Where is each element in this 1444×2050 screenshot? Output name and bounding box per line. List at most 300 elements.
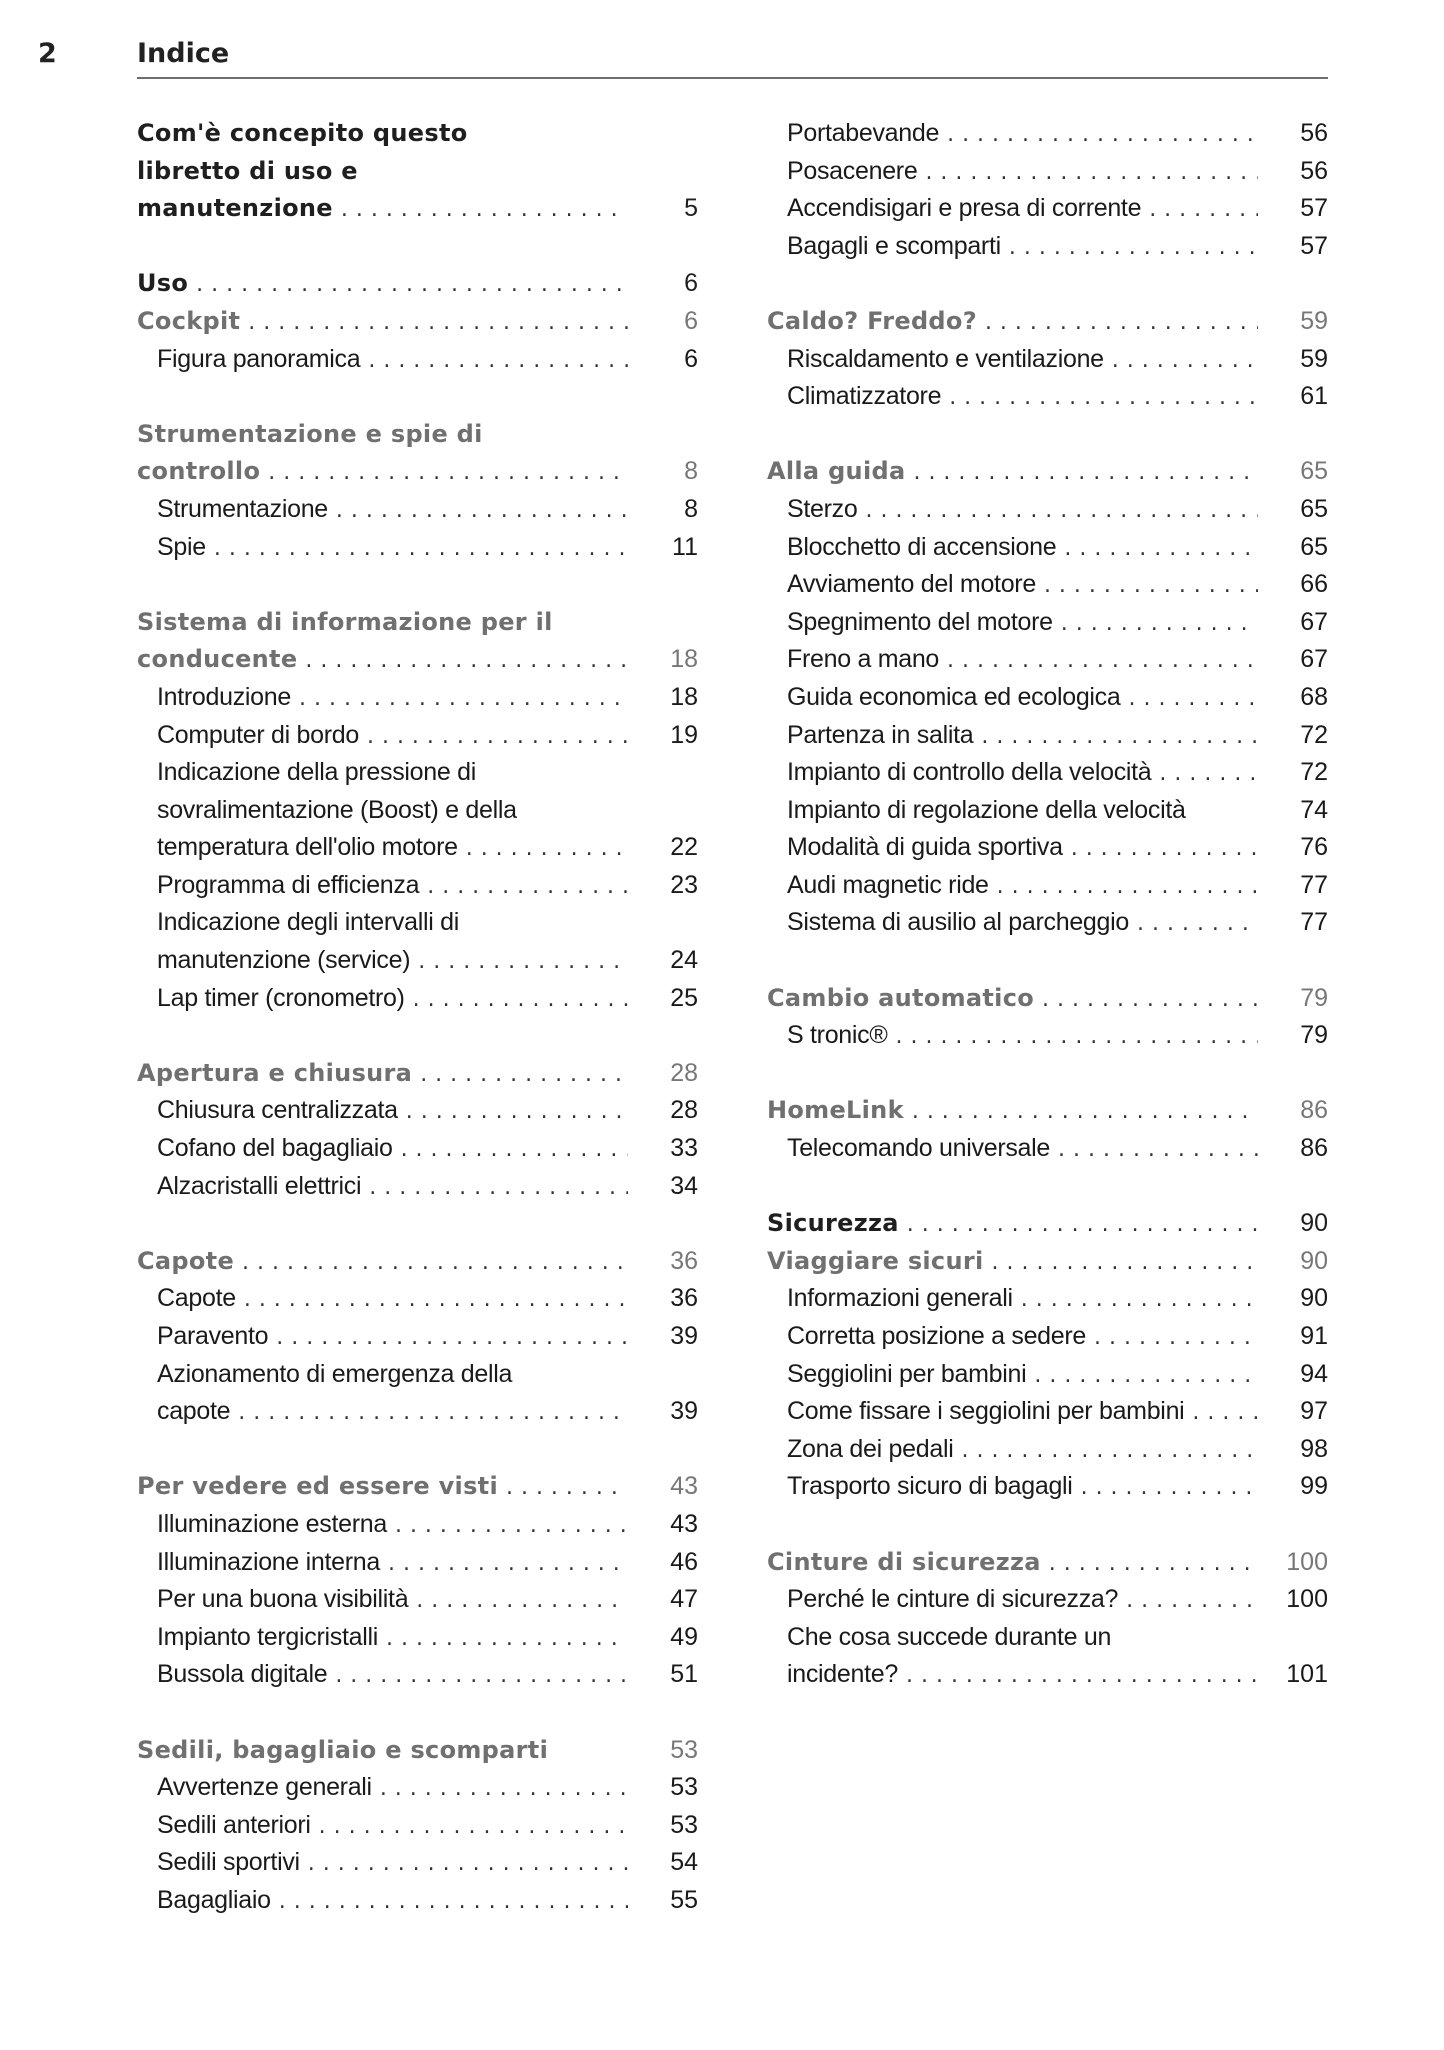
toc-entry-label: Posacenere	[787, 156, 918, 185]
toc-entry-label: Capote	[157, 1284, 236, 1313]
toc-dot-leader	[401, 1131, 628, 1169]
toc-dot-leader	[244, 1281, 628, 1319]
toc-entry[interactable]	[137, 1656, 698, 1694]
toc-page-number: 23	[670, 870, 698, 899]
toc-entry[interactable]	[767, 867, 1328, 905]
toc-entry-label: Sedili sportivi	[157, 1848, 300, 1877]
toc-dot-leader	[907, 1206, 1258, 1244]
toc-entry-label: Sedili anteriori	[157, 1810, 311, 1839]
toc-entry[interactable]	[767, 1431, 1328, 1469]
toc-dot-leader	[913, 454, 1258, 492]
toc-page-number: 49	[670, 1622, 698, 1651]
toc-entry-label: Strumentazione	[157, 494, 328, 523]
toc-entry[interactable]	[137, 1882, 698, 1920]
toc-dot-leader	[214, 530, 628, 568]
toc-spacer	[137, 1205, 698, 1243]
toc-entry-label: Figura panoramica	[157, 344, 361, 373]
toc-page-number: 56	[1300, 119, 1328, 147]
toc-entry-label: Perché le cinture di sicurezza?	[787, 1585, 1119, 1614]
toc-dot-leader	[420, 1056, 628, 1094]
toc-dot-leader	[961, 1432, 1258, 1470]
toc-dot-leader	[380, 1770, 628, 1808]
toc-spacer	[137, 228, 698, 266]
toc-page-number: 54	[670, 1848, 698, 1877]
toc-page-number: 90	[1300, 1284, 1328, 1313]
toc-dot-leader	[427, 868, 628, 906]
toc-page-number: 79	[1300, 1021, 1328, 1050]
toc-entry-label: Bussola digitale	[157, 1660, 328, 1689]
toc-entry-label: Climatizzatore	[787, 382, 942, 411]
toc-dot-leader	[466, 830, 628, 868]
toc-dot-leader	[308, 1845, 628, 1883]
toc-entry[interactable]	[137, 1393, 698, 1431]
toc-page-number: 86	[1300, 1134, 1328, 1163]
toc-entry-label: Illuminazione interna	[157, 1547, 380, 1576]
toc-entry[interactable]	[137, 1092, 698, 1130]
toc-dot-leader	[1126, 1582, 1258, 1620]
toc-page-number: 6	[684, 306, 698, 335]
toc-page-number: 90	[1300, 1209, 1328, 1238]
toc-spacer	[767, 1168, 1328, 1206]
toc-section-heading	[137, 153, 698, 191]
toc-spacer	[137, 1431, 698, 1469]
toc-entry[interactable]	[767, 341, 1328, 379]
toc-entry-label: Computer di bordo	[157, 720, 359, 749]
toc-dot-leader	[985, 304, 1258, 342]
toc-entry-label: Blocchetto di accensione	[787, 532, 1057, 561]
toc-section-heading[interactable]	[767, 303, 1328, 341]
toc-entry-label: incidente?	[787, 1660, 898, 1689]
toc-spacer	[137, 378, 698, 416]
toc-entry-label: Sistema di ausilio al parcheggio	[787, 908, 1129, 937]
toc-entry-label: Illuminazione esterna	[157, 1509, 387, 1538]
toc-entry	[137, 1356, 698, 1394]
toc-entry-label: Partenza in salita	[787, 720, 974, 749]
toc-page-number: 72	[1300, 720, 1328, 749]
toc-page-number: 76	[1300, 833, 1328, 862]
toc-dot-leader	[997, 868, 1258, 906]
toc-entry[interactable]	[767, 717, 1328, 755]
toc-entry[interactable]	[137, 867, 698, 905]
toc-entry	[767, 1619, 1328, 1657]
toc-section-heading	[137, 416, 698, 454]
toc-entry-label: Trasporto sicuro di bagagli	[787, 1472, 1073, 1501]
toc-entry-label: Viaggiare sicuri	[767, 1246, 984, 1275]
toc-dot-leader	[406, 1093, 628, 1131]
toc-page-number: 6	[684, 344, 698, 373]
toc-entry[interactable]	[767, 1393, 1328, 1431]
toc-section-heading[interactable]	[137, 1243, 698, 1281]
toc-entry[interactable]	[137, 829, 698, 867]
toc-page-number: 28	[670, 1096, 698, 1125]
toc-page-number: 55	[670, 1885, 698, 1914]
toc-entry-label: Caldo? Freddo?	[767, 306, 977, 335]
toc-entry[interactable]	[137, 1168, 698, 1206]
toc-entry-label: Azionamento di emergenza della	[157, 1359, 513, 1388]
toc-entry-label: Riscaldamento e ventilazione	[787, 344, 1104, 373]
toc-entry[interactable]	[767, 1656, 1328, 1694]
toc-entry-label: conducente	[137, 645, 298, 674]
toc-entry[interactable]	[767, 529, 1328, 567]
toc-page-number: 5	[684, 194, 698, 223]
toc-section-heading[interactable]	[767, 980, 1328, 1018]
toc-entry[interactable]	[767, 228, 1328, 266]
toc-dot-leader	[1042, 981, 1258, 1019]
toc-page-number: 67	[1300, 607, 1328, 636]
toc-entry[interactable]	[767, 566, 1328, 604]
toc-dot-leader	[336, 492, 628, 530]
toc-dot-leader	[388, 1545, 628, 1583]
header-rule	[137, 77, 1328, 79]
toc-left-column	[137, 115, 698, 1920]
toc-page-number: 97	[1300, 1397, 1328, 1426]
toc-entry[interactable]	[137, 529, 698, 567]
toc-page-number: 8	[684, 494, 698, 523]
toc-page-number: 99	[1300, 1472, 1328, 1501]
toc-entry-label: Audi magnetic ride	[787, 870, 989, 899]
toc-entry[interactable]	[137, 942, 698, 980]
toc-entry[interactable]	[767, 679, 1328, 717]
toc-entry-label: Alla guida	[767, 457, 906, 486]
toc-dot-leader	[947, 642, 1258, 680]
toc-entry-label: Bagagli e scomparti	[787, 231, 1001, 260]
toc-dot-leader	[1058, 1131, 1258, 1169]
toc-entry-label: manutenzione (service)	[157, 946, 411, 975]
toc-entry-label: S tronic®	[787, 1021, 888, 1050]
toc-section-heading[interactable]	[137, 1732, 698, 1770]
toc-page-number: 67	[1300, 645, 1328, 674]
toc-entry-label: Portabevande	[787, 119, 940, 147]
toc-entry[interactable]	[767, 604, 1328, 642]
toc-page-number: 18	[670, 645, 698, 674]
toc-entry-label: Alzacristalli elettrici	[157, 1171, 362, 1200]
toc-dot-leader	[395, 1507, 628, 1545]
toc-entry-label: Freno a mano	[787, 645, 940, 674]
toc-entry-label: Per una buona visibilità	[157, 1585, 409, 1614]
toc-dot-leader	[895, 1018, 1258, 1056]
toc-dot-leader	[981, 718, 1258, 756]
toc-dot-leader	[413, 981, 628, 1019]
toc-entry[interactable]	[767, 1356, 1328, 1394]
toc-page-number: 24	[670, 946, 698, 975]
toc-entry-label: Programma di efficienza	[157, 870, 420, 899]
toc-entry-label: capote	[157, 1397, 231, 1426]
toc-entry-label: Cambio automatico	[767, 983, 1035, 1012]
toc-entry-label: Indicazione della pressione di	[157, 758, 476, 787]
toc-dot-leader	[242, 1244, 628, 1282]
toc-dot-leader	[1128, 680, 1258, 718]
toc-entry-label: Cinture di sicurezza	[767, 1547, 1041, 1576]
toc-section-heading[interactable]	[137, 190, 698, 228]
toc-entry[interactable]	[767, 1468, 1328, 1506]
toc-entry-label: Sterzo	[787, 494, 858, 523]
toc-page-number: 57	[1300, 231, 1328, 260]
toc-page-number: 28	[670, 1058, 698, 1087]
toc-entry-label: Come fissare i seggiolini per bambini	[787, 1397, 1185, 1426]
toc-entry	[137, 904, 698, 942]
toc-dot-leader	[1064, 530, 1258, 568]
toc-page-number: 79	[1300, 983, 1328, 1012]
toc-page-number: 33	[670, 1134, 698, 1163]
toc-dot-leader	[925, 154, 1258, 192]
toc-section-heading[interactable]	[137, 265, 698, 303]
toc-entry-label: Modalità di guida sportiva	[787, 833, 1063, 862]
toc-spacer	[137, 1694, 698, 1732]
toc-entry	[137, 792, 698, 830]
toc-page-number: 11	[672, 532, 698, 561]
toc-entry-label: Uso	[137, 269, 189, 298]
toc-section-heading[interactable]	[137, 303, 698, 341]
toc-dot-leader	[299, 680, 628, 718]
toc-entry-label: sovralimentazione (Boost) e della	[157, 795, 517, 824]
toc-page-number: 66	[1300, 570, 1328, 599]
toc-dot-leader	[305, 642, 628, 680]
toc-entry-label: Cofano del bagagliaio	[157, 1134, 393, 1163]
toc-page-number: 43	[670, 1509, 698, 1538]
toc-page-number: 91	[1300, 1322, 1328, 1350]
toc-dot-leader	[1021, 1281, 1258, 1319]
toc-entry-label: manutenzione	[137, 194, 333, 223]
toc-page-number: 90	[1300, 1246, 1328, 1275]
toc-dot-leader	[196, 266, 628, 304]
toc-right-column	[767, 115, 1328, 1694]
toc-section-heading[interactable]	[767, 1205, 1328, 1243]
toc-entry-label: Capote	[137, 1246, 235, 1275]
toc-section-heading[interactable]	[137, 641, 698, 679]
toc-entry-label: Bagagliaio	[157, 1885, 271, 1914]
toc-entry-label: Spegnimento del motore	[787, 607, 1053, 636]
toc-entry[interactable]	[137, 1506, 698, 1544]
toc-entry[interactable]	[767, 1318, 1328, 1356]
toc-dot-leader	[992, 1244, 1258, 1282]
toc-page-number: 25	[670, 983, 698, 1012]
toc-dot-leader	[319, 1808, 628, 1846]
toc-page-number: 19	[670, 720, 698, 749]
toc-dot-leader	[341, 191, 628, 229]
toc-entry[interactable]	[137, 1769, 698, 1807]
toc-page-number: 77	[1300, 908, 1328, 937]
toc-page-number: 34	[670, 1171, 698, 1200]
toc-page-number: 8	[684, 457, 698, 486]
toc-entry[interactable]	[137, 679, 698, 717]
toc-dot-leader	[268, 454, 628, 492]
toc-dot-leader	[386, 1620, 628, 1658]
toc-page-number: 53	[670, 1810, 698, 1839]
toc-entry-label: Impianto tergicristalli	[157, 1622, 378, 1651]
toc-page-number: 74	[1300, 795, 1328, 824]
toc-spacer	[137, 1017, 698, 1055]
toc-entry[interactable]	[767, 904, 1328, 942]
toc-entry[interactable]	[137, 1318, 698, 1356]
toc-entry[interactable]	[767, 115, 1328, 153]
toc-dot-leader	[906, 1657, 1258, 1695]
toc-entry-label: Apertura e chiusura	[137, 1058, 413, 1087]
toc-entry[interactable]	[767, 1130, 1328, 1168]
toc-entry-label: temperatura dell'olio motore	[157, 833, 458, 862]
toc-entry-label: Avviamento del motore	[787, 570, 1036, 599]
toc-dot-leader	[1009, 229, 1258, 267]
toc-entry-label: Impianto di regolazione della velocità	[787, 795, 1186, 824]
toc-entry[interactable]	[137, 980, 698, 1018]
toc-section-heading[interactable]	[137, 1055, 698, 1093]
toc-entry-label: Introduzione	[157, 682, 291, 711]
toc-page-number: 101	[1286, 1660, 1328, 1689]
toc-entry-label: Avvertenze generali	[157, 1773, 372, 1802]
toc-entry-label: Seggiolini per bambini	[787, 1359, 1027, 1388]
toc-page-number: 51	[670, 1660, 698, 1689]
toc-entry-label: Indicazione degli intervalli di	[157, 908, 459, 937]
toc-entry-label: Guida economica ed ecologica	[787, 682, 1121, 711]
toc-page-number: 100	[1286, 1547, 1328, 1576]
toc-dot-leader	[1061, 605, 1258, 643]
toc-dot-leader	[1081, 1469, 1258, 1507]
toc-section-heading	[137, 604, 698, 642]
toc-entry-label: Chiusura centralizzata	[157, 1096, 398, 1125]
toc-entry-label: HomeLink	[767, 1096, 904, 1125]
toc-entry-label: controllo	[137, 457, 261, 486]
toc-entry[interactable]	[767, 153, 1328, 191]
toc-entry-label: libretto di uso e	[137, 156, 358, 185]
toc-entry[interactable]	[767, 378, 1328, 416]
toc-entry-label: Corretta posizione a sedere	[787, 1322, 1087, 1350]
toc-entry-label: Com'è concepito questo	[137, 119, 468, 147]
toc-page-number: 59	[1300, 306, 1328, 335]
toc-dot-leader	[1192, 1394, 1258, 1432]
toc-spacer	[767, 942, 1328, 980]
toc-dot-leader	[276, 1319, 628, 1357]
toc-page-number: 65	[1300, 457, 1328, 486]
toc-page-number: 56	[1300, 156, 1328, 185]
toc-entry[interactable]	[137, 491, 698, 529]
toc-page-number: 61	[1300, 382, 1328, 411]
toc-page-number: 77	[1300, 870, 1328, 899]
toc-dot-leader	[1137, 905, 1258, 943]
toc-page-number: 72	[1300, 758, 1328, 787]
toc-page-number: 22	[670, 833, 698, 862]
toc-entry[interactable]	[767, 754, 1328, 792]
toc-page-number: 36	[670, 1246, 698, 1275]
toc-entry[interactable]	[137, 1619, 698, 1657]
toc-entry[interactable]	[137, 1844, 698, 1882]
toc-dot-leader	[335, 1657, 628, 1695]
toc-entry-label: Spie	[157, 532, 206, 561]
toc-entry-label: Sistema di informazione per il	[137, 607, 553, 636]
toc-section-heading[interactable]	[767, 453, 1328, 491]
toc-entry[interactable]	[137, 1280, 698, 1318]
toc-entry	[137, 754, 698, 792]
toc-entry[interactable]	[767, 190, 1328, 228]
toc-entry-label: Strumentazione e spie di	[137, 419, 483, 448]
toc-page-number: 39	[670, 1397, 698, 1426]
toc-page-number: 39	[670, 1322, 698, 1350]
toc-page-number: 53	[670, 1773, 698, 1802]
toc-dot-leader	[368, 342, 628, 380]
toc-section-heading	[137, 115, 698, 153]
toc-dot-leader	[369, 1169, 628, 1207]
toc-entry-label: Impianto di controllo della velocità	[787, 758, 1152, 787]
toc-dot-leader	[506, 1469, 628, 1507]
toc-page-number: 68	[1300, 682, 1328, 711]
toc-dot-leader	[1044, 567, 1258, 605]
toc-entry[interactable]	[137, 1581, 698, 1619]
toc-spacer	[767, 1506, 1328, 1544]
page-number: 2	[38, 38, 57, 69]
toc-page-number: 18	[670, 682, 698, 711]
toc-section-heading[interactable]	[137, 1468, 698, 1506]
toc-entry-label: Paravento	[157, 1322, 269, 1350]
toc-entry[interactable]	[137, 717, 698, 755]
toc-entry[interactable]	[767, 1017, 1328, 1055]
toc-page-number: 36	[670, 1284, 698, 1313]
toc-entry[interactable]	[767, 829, 1328, 867]
toc-spacer	[767, 416, 1328, 454]
toc-dot-leader	[947, 116, 1258, 154]
toc-entry-label: Zona dei pedali	[787, 1434, 954, 1463]
toc-dot-leader	[248, 304, 628, 342]
toc-dot-leader	[238, 1394, 628, 1432]
toc-spacer	[767, 1055, 1328, 1093]
toc-entry[interactable]	[767, 1280, 1328, 1318]
toc-section-heading[interactable]	[767, 1243, 1328, 1281]
toc-entry-label: Telecomando universale	[787, 1134, 1051, 1163]
toc-entry-label: Che cosa succede durante un	[787, 1622, 1112, 1651]
toc-entry-label: Lap timer (cronometro)	[157, 983, 405, 1012]
toc-page-number: 43	[670, 1472, 698, 1501]
toc-section-heading[interactable]	[767, 1544, 1328, 1582]
toc-dot-leader	[865, 492, 1258, 530]
toc-spacer	[767, 265, 1328, 303]
toc-dot-leader	[1049, 1545, 1258, 1583]
toc-entry[interactable]	[137, 341, 698, 379]
toc-entry-label: Accendisigari e presa di corrente	[787, 194, 1142, 223]
toc-page-number: 59	[1300, 344, 1328, 373]
toc-entry[interactable]	[137, 1130, 698, 1168]
toc-dot-leader	[1094, 1319, 1258, 1357]
page-title: Indice	[137, 38, 230, 69]
toc-section-heading[interactable]	[767, 1092, 1328, 1130]
toc-spacer	[137, 566, 698, 604]
toc-page-number: 65	[1300, 494, 1328, 523]
toc-page-number: 98	[1300, 1434, 1328, 1463]
toc-page-number: 100	[1286, 1585, 1328, 1614]
toc-dot-leader	[1071, 830, 1258, 868]
toc-page-number: 47	[670, 1585, 698, 1614]
toc-dot-leader	[1159, 755, 1258, 793]
toc-entry[interactable]	[767, 491, 1328, 529]
toc-entry[interactable]	[767, 641, 1328, 679]
toc-dot-leader	[367, 718, 628, 756]
toc-entry[interactable]	[767, 1581, 1328, 1619]
toc-entry-label: Cockpit	[137, 306, 241, 335]
toc-page-number: 65	[1300, 532, 1328, 561]
toc-page-number: 57	[1300, 194, 1328, 223]
toc-page-number: 53	[670, 1735, 698, 1764]
toc-entry[interactable]	[137, 1807, 698, 1845]
toc-dot-leader	[418, 943, 628, 981]
toc-entry-label: Sicurezza	[767, 1209, 899, 1238]
toc-entry[interactable]	[137, 1544, 698, 1582]
toc-page-number: 6	[684, 269, 698, 298]
toc-section-heading[interactable]	[137, 453, 698, 491]
toc-page-number: 46	[670, 1547, 698, 1576]
toc-dot-leader	[912, 1093, 1258, 1131]
toc-dot-leader	[416, 1582, 628, 1620]
toc-entry[interactable]	[767, 792, 1328, 830]
toc-dot-leader	[1112, 342, 1258, 380]
toc-page-number: 86	[1300, 1096, 1328, 1125]
toc-entry-label: Sedili, bagagliaio e scomparti	[137, 1735, 549, 1764]
toc-dot-leader	[949, 379, 1258, 417]
